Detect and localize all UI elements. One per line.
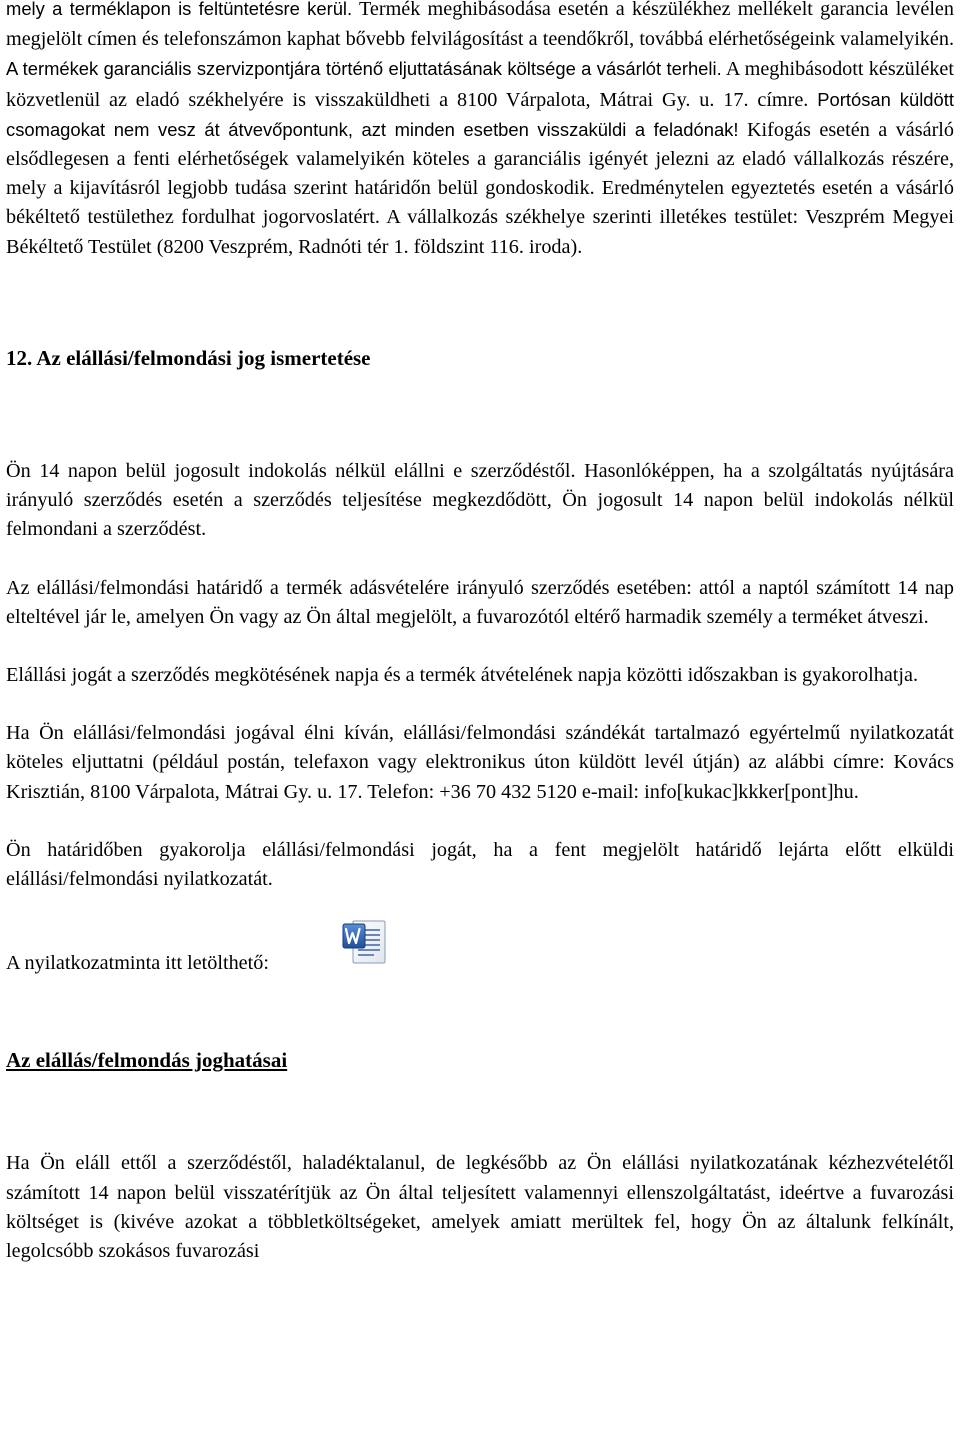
- withdrawal-paragraph-1: Ön 14 napon belül jogosult indokolás nélkül elállni e szerződéstől. Hasonlóképpen, ha a szolgáltatás nyújtására irányuló szerződés esetén a szerződés teljesítése megkezdődött, Ön jogosult 14 napon belül indokolás nélkül felmondani a szerződést.: [6, 460, 954, 541]
- withdrawal-paragraph-4: Ha Ön elállási/felmondási jogával élni kíván, elállási/felmondási szándékát tartalmazó egyértelmű nyilatkozatát köteles eljuttatni (például postán, telefaxon vagy elektronikus úton küldött levél útján) az alábbi címre: Kovács Krisztián, 8100 Várpalota, Mátrai Gy. u. 17. Telefon: +36 70 432 5120 e-mail: info[kukac]kkker[pont]hu.: [6, 722, 954, 803]
- withdrawal-paragraph-3: Elállási jogát a szerződés megkötésének napja és a termék átvételének napja közötti időszakban is gyakorolhatja.: [6, 664, 919, 687]
- section-12-heading: 12. Az elállási/felmondási jog ismertetése: [6, 345, 371, 370]
- withdrawal-paragraph-5: Ön határidőben gyakorolja elállási/felmondási jogát, ha a fent megjelölt határidő lejárta előtt elküldi elállási/felmondási nyilatkozatát.: [6, 838, 954, 891]
- spacer: [6, 373, 954, 457]
- spacer: [6, 1075, 954, 1149]
- intro-sentence-5: Portósan küldött csomagokat nem vesz át átvevőpontunk, azt minden esetben visszaküldi a feladónak!: [6, 88, 954, 140]
- legal-effects-heading: Az elállás/felmondás joghatásai: [6, 1048, 288, 1073]
- intro-sentence-1: mely a terméklapon is feltüntetésre kerül.: [6, 0, 353, 19]
- spacer: [6, 807, 954, 836]
- spacer: [6, 545, 954, 574]
- intro-paragraph: [6, 0, 954, 262]
- spacer: [6, 690, 954, 719]
- spacer: [6, 632, 954, 661]
- download-row: [6, 919, 954, 979]
- legal-effects-paragraph: Ha Ön eláll ettől a szerződéstől, haladéktalanul, de legkésőbb az Ön elállási nyilatkozatának kézhezvételétől számított 14 napon belül visszatérítjük az Ön által teljesített valamennyi ellenszolgáltatást, ideértve a fuvarozási költséget is (kivéve azokat a többletköltségeket, amelyek amiatt merültek fel, hogy Ön az általunk felkínált, legolcsóbb szokásos fuvarozási: [6, 1152, 954, 1263]
- withdrawal-paragraph-2: Az elállási/felmondási határidő a termék adásvételére irányuló szerződés esetében: attól a naptól számított 14 nap elteltével jár le, amelyen Ön vagy az Ön által megjelölt, a fuvarozótól eltérő harmadik személy a terméket átveszi.: [6, 576, 954, 628]
- intro-sentence-4: A meghibásodott készüléket közvetlenül az eladó székhelyére is visszaküldheti a 8100 Várpalota, Mátrai Gy. u. 17. címre.: [6, 58, 954, 111]
- intro-sentence-3: A termékek garanciális szervizpontjára történő eljuttatásának költsége a vásárlót terheli.: [6, 58, 722, 80]
- spacer: [6, 894, 954, 919]
- intro-sentence-2: Termék meghibásodása esetén a készülékhez mellékelt garancia levélen megjelölt címen és telefonszámon kaphat bővebb felvilágosítást a teendőkről, továbbá elérhetőségeink valamelyikén.: [6, 0, 954, 51]
- download-label: A nyilatkozatminta itt letölthető:: [6, 952, 269, 975]
- spacer: [6, 262, 954, 344]
- intro-sentence-6: Kifogás esetén a vásárló elsődlegesen a fenti elérhetőségek valamelyikén köteles a garanciális igényét jelezni az eladó vállalkozás részére, mely a kijavításról legjobb tudása szerint határidőn belül gondoskodik. Eredménytelen egyeztetés esetén a vásárló békéltető testülethez fordulhat jogorvoslatért. A vállalkozás székhelye szerinti illetékes testület: Veszprém Megyei Békéltető Testület (8200 Veszprém, Radnóti tér 1. földszint 116. iroda).: [6, 118, 955, 258]
- spacer: [6, 979, 954, 1046]
- document-page: [6, 0, 954, 1266]
- word-document-icon[interactable]: [341, 919, 387, 965]
